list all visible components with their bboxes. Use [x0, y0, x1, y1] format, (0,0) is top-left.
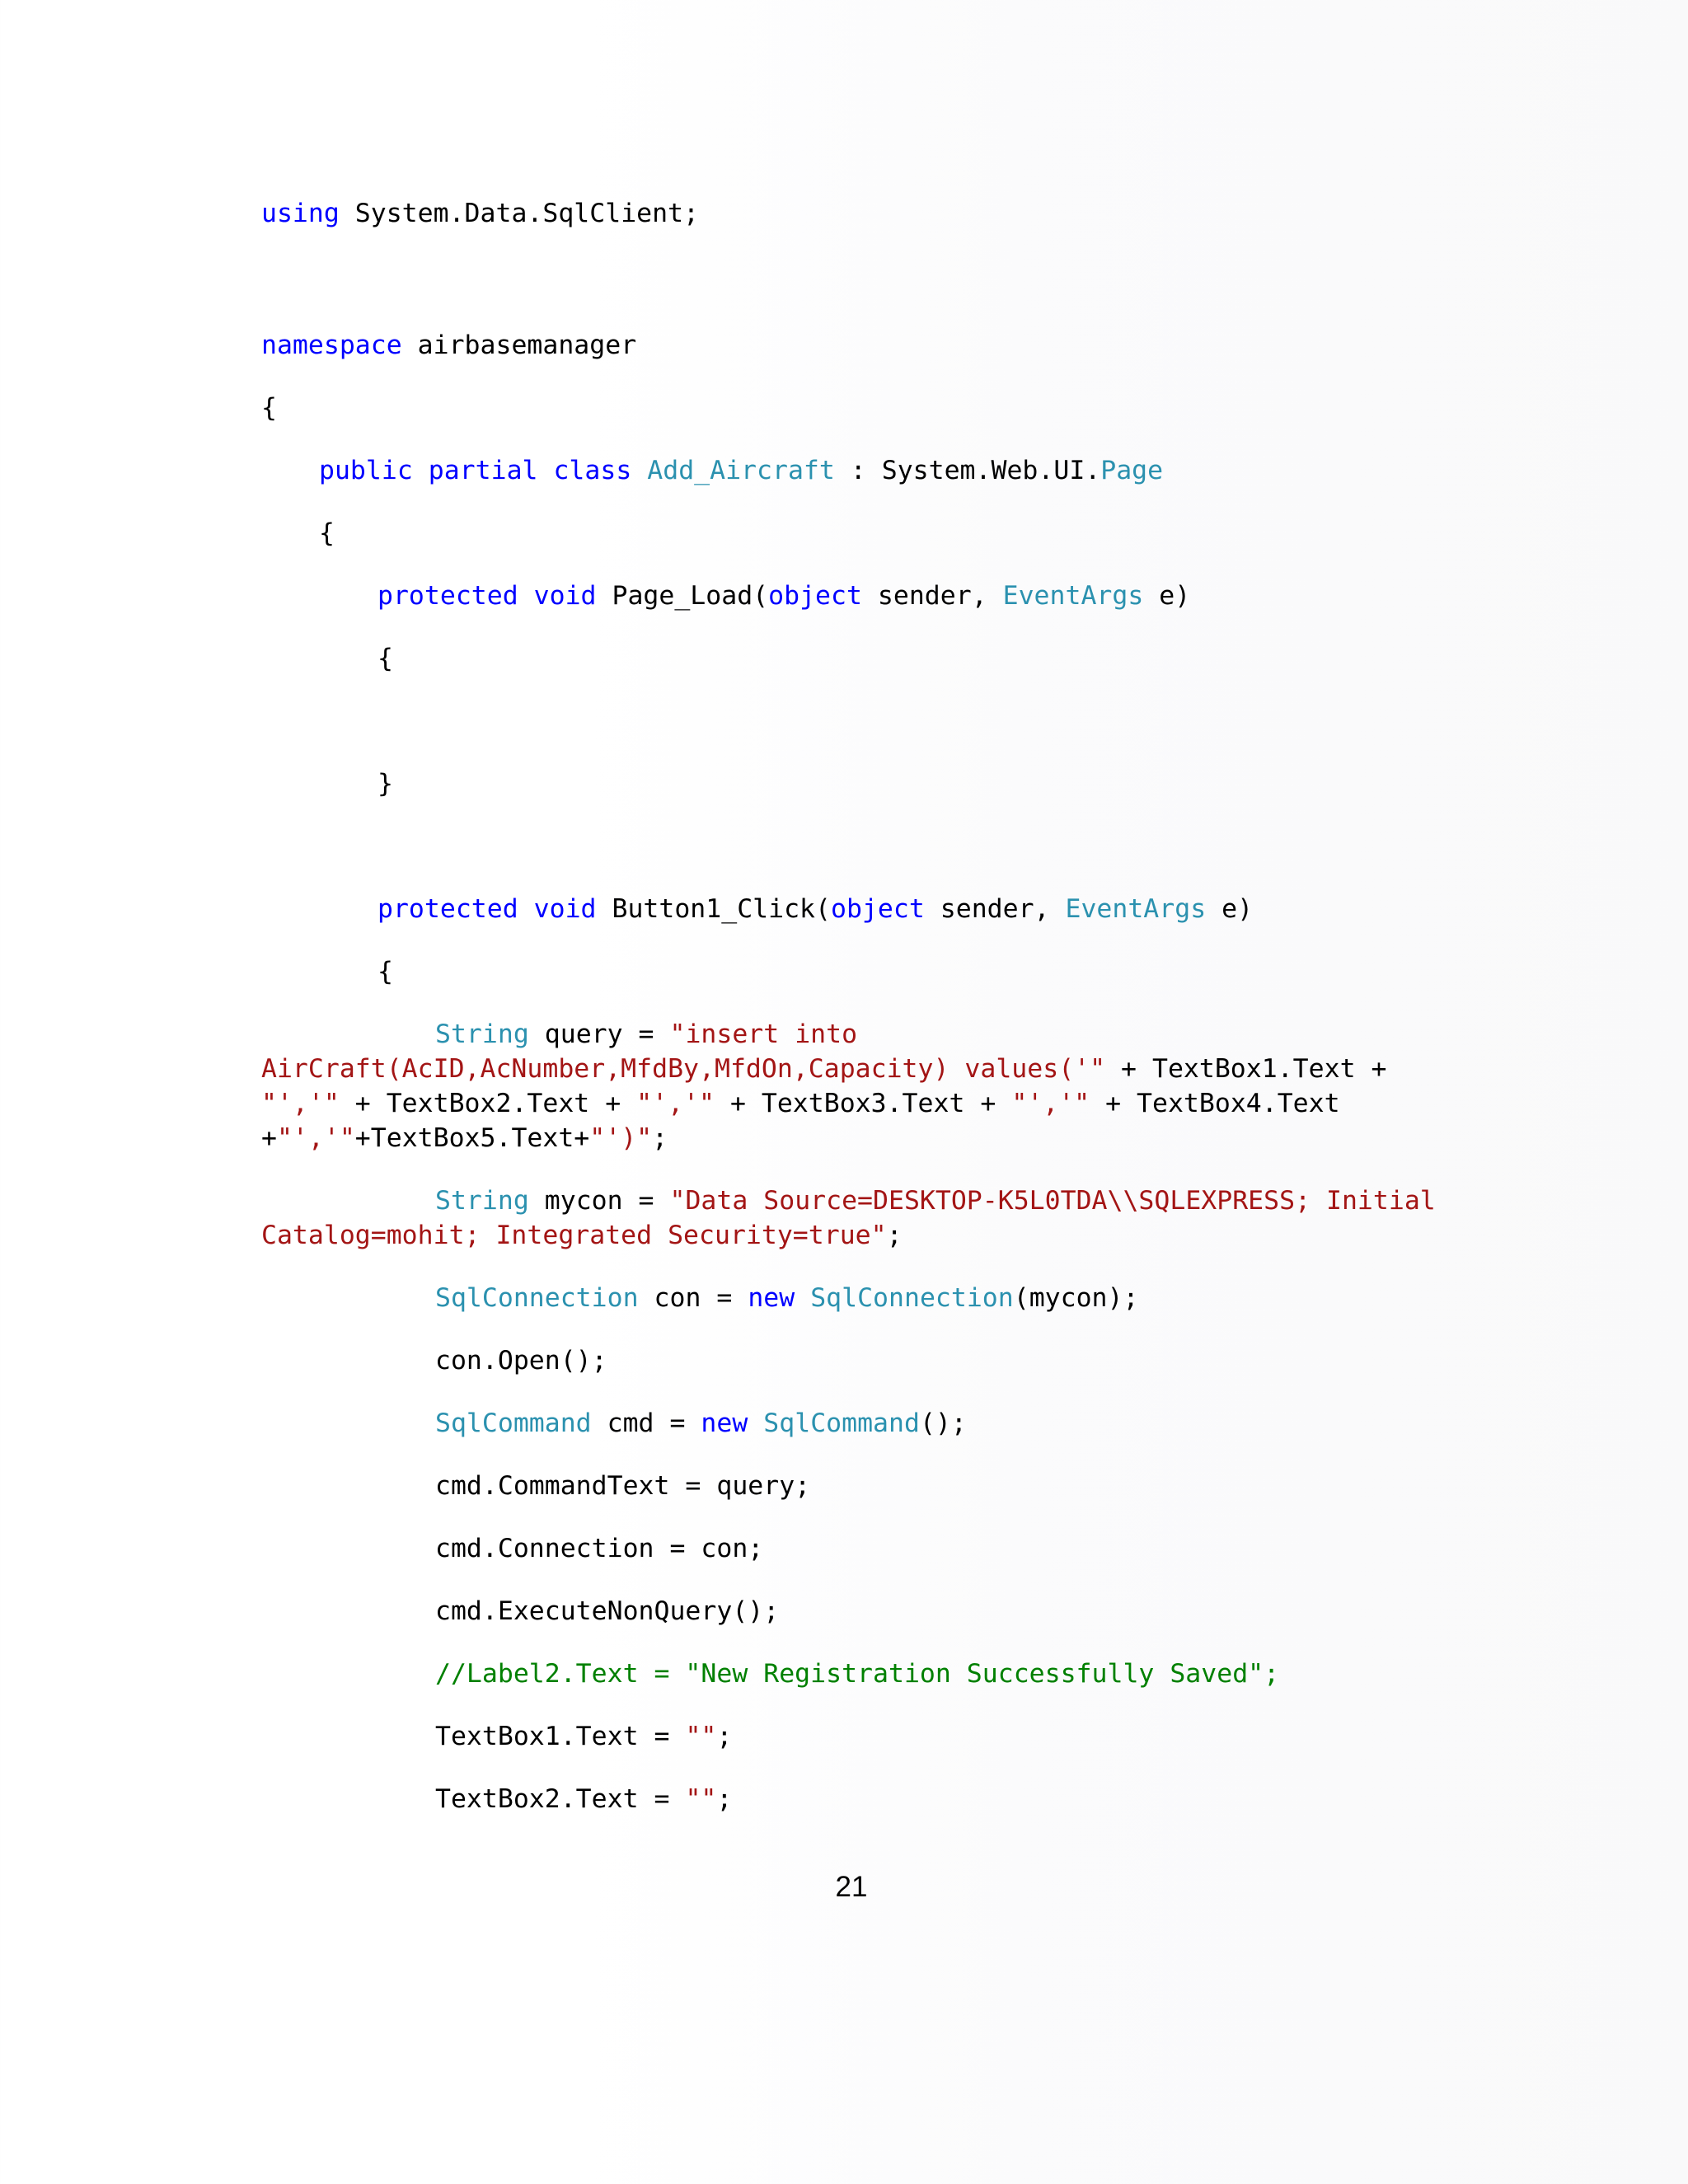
keyword: new: [748, 1283, 795, 1313]
code-text: e): [1206, 894, 1254, 924]
string-literal: "','": [1011, 1089, 1090, 1118]
type-name: SqlCommand: [435, 1408, 592, 1438]
code-text: +TextBox5.Text+: [354, 1123, 590, 1153]
code-text: TextBox2.Text =: [435, 1784, 686, 1814]
page-load-signature: [261, 579, 1465, 613]
code-text: System.Data.SqlClient;: [339, 199, 700, 228]
code-text: [748, 1408, 763, 1438]
keyword: object: [768, 581, 862, 611]
query-statement: [261, 1017, 1465, 1155]
comment-line: //Label2.Text = "New Registration Successfully Saved";: [435, 1659, 1280, 1689]
string-literal: "','": [636, 1089, 715, 1118]
type-name: EventArgs: [1065, 894, 1207, 924]
type-name: SqlCommand: [763, 1408, 920, 1438]
sqlconnection-line: [261, 1281, 1465, 1315]
keyword: namespace: [261, 330, 402, 360]
mycon-statement: [261, 1183, 1465, 1253]
type-name: String: [435, 1019, 529, 1049]
code-text: + TextBox1.Text +: [1105, 1054, 1403, 1084]
keyword: protected void: [377, 581, 597, 611]
code-text: [795, 1283, 810, 1313]
button-click-signature: [261, 892, 1465, 926]
type-name: SqlConnection: [810, 1283, 1014, 1313]
string-literal: "Data Source=DESKTOP-K5L0TDA\\SQLEXPRESS; Initial Catalog=mohit; Integrated Security=true": [261, 1186, 1451, 1250]
code-text: airbasemanager: [401, 330, 637, 360]
namespace-line: [261, 328, 1465, 363]
namespace-open-brace: {: [261, 393, 277, 423]
page-load-open-brace: {: [377, 644, 393, 673]
type-name: EventArgs: [1002, 581, 1144, 611]
code-text: cmd =: [591, 1408, 701, 1438]
code-text: Page_Load(: [596, 581, 769, 611]
string-literal: "','": [276, 1123, 355, 1153]
class-open-brace: {: [319, 518, 335, 548]
code-text: + TextBox3.Text +: [714, 1089, 1012, 1118]
type-name: Add_Aircraft: [647, 456, 835, 485]
page-load-close-brace: }: [377, 769, 393, 799]
string-literal: "','": [261, 1089, 340, 1118]
type-name: String: [435, 1186, 529, 1216]
type-name: SqlConnection: [435, 1283, 639, 1313]
type-name: Page: [1100, 456, 1164, 485]
code-text: Button1_Click(: [596, 894, 831, 924]
string-literal: "": [685, 1784, 717, 1814]
keyword: object: [831, 894, 925, 924]
code-text: query =: [528, 1019, 670, 1049]
textbox2-clear-line: [261, 1782, 1465, 1816]
code-text: mycon =: [528, 1186, 670, 1216]
page-number: 21: [835, 1871, 868, 1903]
code-text: TextBox1.Text =: [435, 1722, 686, 1751]
code-text: ;: [716, 1722, 733, 1751]
code-text: sender,: [924, 894, 1066, 924]
class-declaration-line: [261, 453, 1465, 488]
code-listing: [261, 196, 1465, 1816]
code-text: ();: [919, 1408, 967, 1438]
code-text: (mycon);: [1013, 1283, 1139, 1313]
keyword: using: [261, 199, 340, 228]
string-literal: "insert into AirCraft(AcID,AcNumber,MfdBy,MfdOn,Capacity) values('": [261, 1019, 1106, 1084]
code-text: ;: [886, 1221, 903, 1250]
command-text-line: cmd.CommandText = query;: [435, 1471, 811, 1501]
code-text: con =: [638, 1283, 748, 1313]
string-literal: "": [685, 1722, 717, 1751]
code-text: e): [1143, 581, 1191, 611]
keyword: protected void: [377, 894, 597, 924]
execute-line: cmd.ExecuteNonQuery();: [435, 1596, 780, 1626]
code-text: : System.Web.UI.: [834, 456, 1101, 485]
textbox1-clear-line: [261, 1719, 1465, 1754]
button-click-open-brace: {: [377, 957, 393, 987]
keyword: new: [701, 1408, 748, 1438]
using-line: [261, 196, 1465, 231]
string-literal: "')": [589, 1123, 653, 1153]
keyword: public partial class: [319, 456, 632, 485]
code-text: + TextBox4.Text +: [261, 1089, 1356, 1153]
con-open-line: con.Open();: [435, 1346, 607, 1376]
code-text: ;: [716, 1784, 733, 1814]
sqlcommand-line: [261, 1406, 1465, 1441]
code-text: ;: [652, 1123, 668, 1153]
command-connection-line: cmd.Connection = con;: [435, 1534, 764, 1563]
code-text: + TextBox2.Text +: [339, 1089, 637, 1118]
code-text: sender,: [861, 581, 1003, 611]
